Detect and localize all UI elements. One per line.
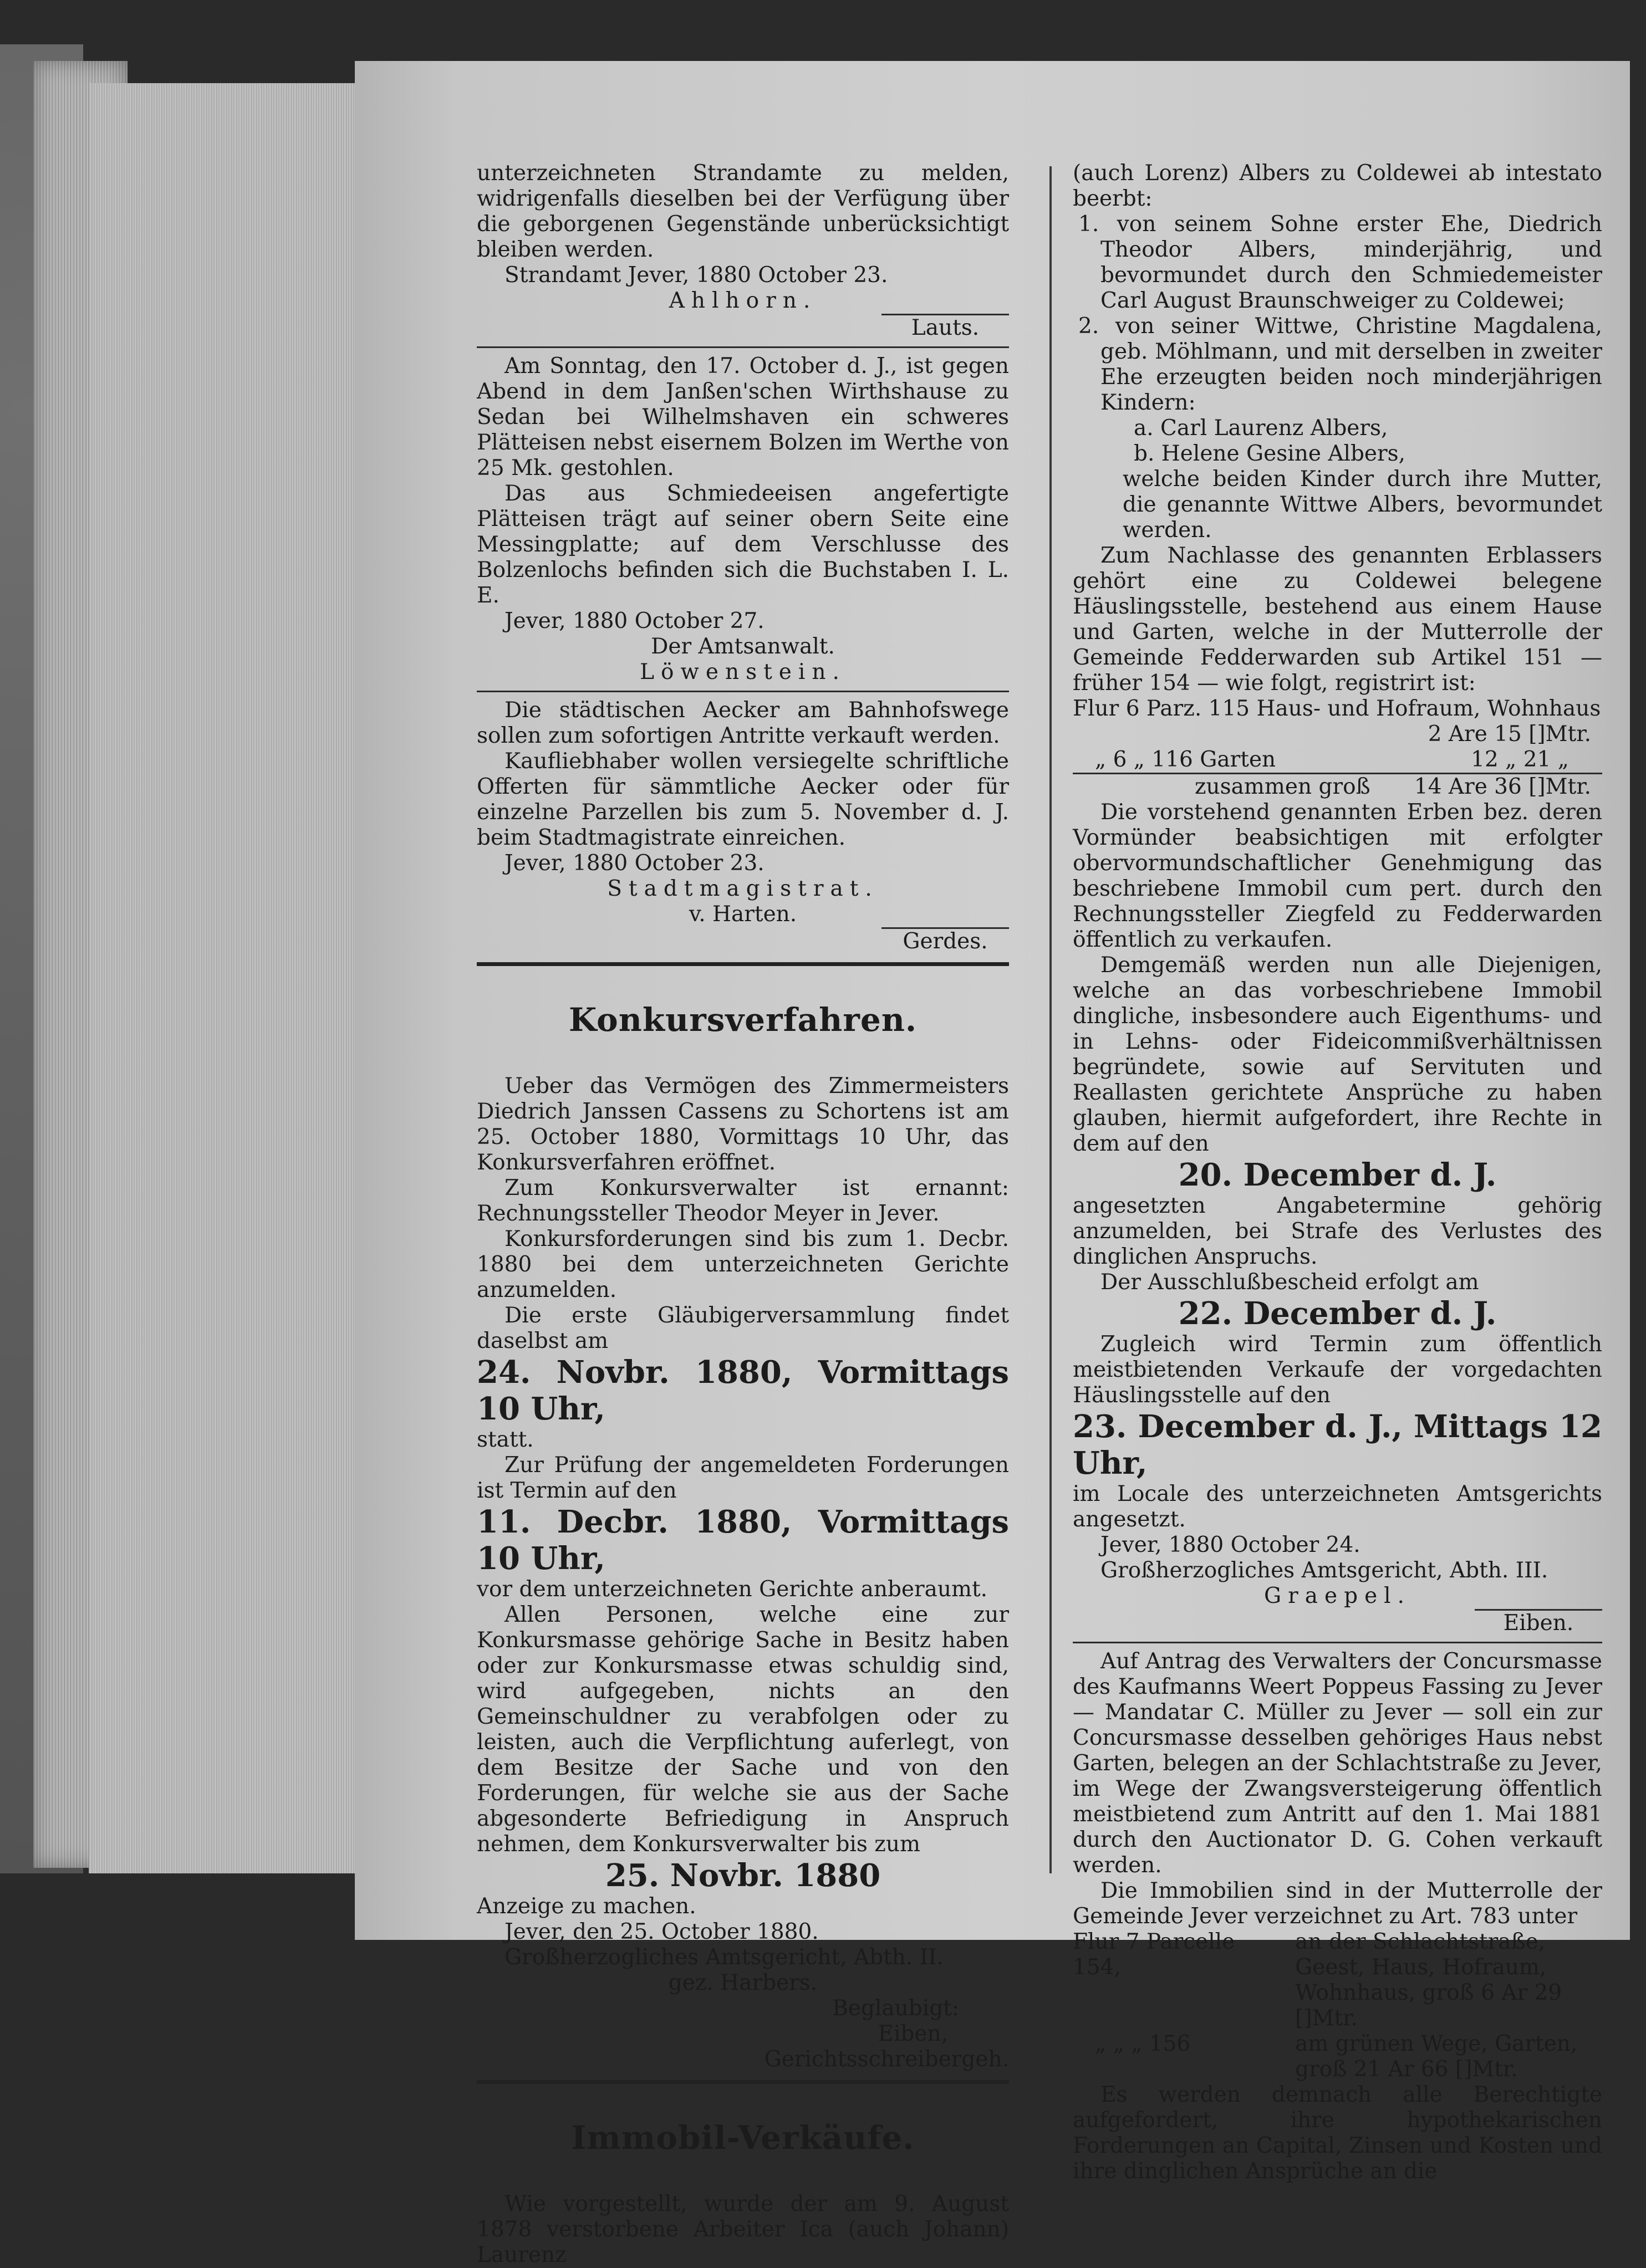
konkurs-certified: Beglaubigt: (832, 1996, 959, 2021)
notice-theft-description: Das aus Schmiedeeisen angefertigte Plätteisen trägt auf seiner obern Seite eine Messingplatte; auf dem Verschlusse des Bolzenlochs befinden sich die Buchstaben I. L. E. (477, 481, 1009, 608)
estate-auction-end: im Locale des unterzeichneten Amtsgerichts angesetzt. (1073, 1482, 1602, 1532)
notice-fields-text: Die städtischen Aecker am Bahnhofswege sollen zum sofortigen Antritte verkauft werden. (477, 698, 1009, 748)
notice-strandamt-signature: Ahlhorn. (669, 288, 817, 313)
estate-heirs-intro: (auch Lorenz) Albers zu Coldewei ab intestato beerbt: (1073, 161, 1602, 211)
separator (477, 691, 1009, 692)
notice-strandamt-countersign: Lauts. (881, 314, 1009, 341)
konkurs-deadline-date: 25. Novbr. 1880 (605, 1857, 881, 1894)
estate-description: Zum Nachlasse des genannten Erblassers gehört eine zu Coldewei belegene Häuslingsstelle, bestehend aus einem Hause und Garten, welche in der Mutterrolle der Gemeinde Fedderwarden sub Artikel 151 — früher 154 — wie folgt, registrirt ist: (1073, 543, 1602, 696)
notice-fields-office: Stadtmagistrat. (607, 876, 879, 901)
immobil-intro: Wie vorgestellt, wurde der am 9. August 1878 verstorbene Arbeiter Ica (auch Johann) Laurenz (477, 2192, 1009, 2267)
estate-child-b: b. Helene Gesine Albers, (1134, 441, 1406, 466)
concurs-parcel-154-label: Flur 7 Parcelle 154, (1073, 1929, 1235, 1980)
concurs-parcel-154 (1073, 1929, 1602, 2031)
estate-claims-date: 20. December d. J. (1178, 1157, 1497, 1193)
notice-strandamt-date: Strandamt Jever, 1880 October 23. (504, 263, 888, 288)
konkurs-meeting-end: statt. (477, 1427, 534, 1452)
estate-parcel-116-area: 12 „ 21 „ (1471, 747, 1569, 772)
konkurs-date: Jever, den 25. October 1880. (504, 1919, 819, 1944)
estate-guardianship: welche beiden Kinder durch ihre Mutter, die genannte Wittwe Albers, bevormundet werden. (1123, 467, 1602, 543)
konkurs-certified-title: Gerichtsschreibergeh. (764, 2047, 1009, 2072)
left-column (477, 161, 1009, 2268)
concurs-claims-call: Es werden demnach alle Berechtigte aufgefordert, ihre hypothekarischen Forderungen an Capital, Zinsen und Kosten und ihre dinglichen Ansprüche an die (1073, 2082, 1602, 2184)
separator (1073, 1642, 1602, 1643)
separator (477, 346, 1009, 348)
konkurs-signature: gez. Harbers. (668, 1970, 818, 1995)
column-divider (1049, 166, 1052, 1873)
konkurs-deadline-end: Anzeige zu machen. (477, 1894, 696, 1919)
concurs-register: Die Immobilien sind in der Mutterrolle der Gemeinde Jever verzeichnet zu Art. 783 unter (1073, 1878, 1602, 1929)
konkurs-examination: Zur Prüfung der angemeldeten Forderungen ist Termin auf den (477, 1453, 1009, 1503)
page-stack-edge (89, 83, 366, 1873)
concurs-parcel-156 (1073, 2031, 1602, 2082)
konkurs-court: Großherzogliches Amtsgericht, Abth. II. (504, 1945, 944, 1970)
estate-parcel-115-area: 2 Are 15 []Mtr. (1428, 722, 1591, 747)
notice-fields-offers: Kaufliebhaber wollen versiegelte schriftliche Offerten für sämmtliche Aecker oder für einzelne Parzellen bis zum 5. November d. J. beim Stadtmagistrate einreichen. (477, 749, 1009, 850)
estate-signature: Graepel. (1263, 1583, 1411, 1608)
notice-theft-text: Am Sonntag, den 17. October d. J., ist gegen Abend in dem Janßen'schen Wirthshause zu Sedan bei Wilhelmshaven ein schweres Plätteisen nebst eisernem Bolzen im Werthe von 25 Mk. gestohlen. (477, 354, 1009, 481)
estate-claims-end: angesetzten Angabetermine gehörig anzumelden, bei Strafe des Verlustes des dinglichen Anspruchs. (1073, 1193, 1602, 1269)
konkurs-meeting: Die erste Gläubigerversammlung findet daselbst am (477, 1303, 1009, 1353)
section-separator (477, 962, 1009, 966)
notice-theft-office: Der Amtsanwalt. (651, 634, 835, 659)
estate-heir-1: 1. von seinem Sohne erster Ehe, Diedrich Theodor Albers, minderjährig, und bevormundet durch den Schmiedemeister Carl August Braunschweiger zu Coldewei; (1078, 212, 1602, 313)
konkurs-certified-name: Eiben, (878, 2021, 948, 2046)
estate-total-area: 14 Are 36 []Mtr. (1414, 774, 1591, 799)
estate-claims-call: Demgemäß werden nun alle Diejenigen, welche an das vorbeschriebene Immobil dingliche, insbesondere auch Eigenthums- und in Lehns- oder Fideicommißverhältnissen begründete, sowie auf Servituten und Reallasten gerichtete Ansprüche zu haben glauben, hiermit aufgefordert, ihre Rechte in dem auf den (1073, 953, 1602, 1156)
notice-fields-countersign: Gerdes. (881, 927, 1009, 954)
notice-fields-date: Jever, 1880 October 23. (504, 851, 765, 876)
konkurs-examination-end: vor dem unterzeichneten Gerichte anberaumt. (477, 1577, 988, 1602)
concurs-house-sale: Auf Antrag des Verwalters der Concursmasse des Kaufmanns Weert Poppeus Fassing zu Jever — Mandatar C. Müller zu Jever — soll ein zur Concursmasse desselben gehöriges Haus nebst Garten, belegen an der Schlachtstraße zu Jever, im Wege der Zwangsversteigerung öffentlich meistbietend zum Antritt auf den 1. Mai 1881 durch den Auctionator D. G. Cohen verkauft werden. (1073, 1649, 1602, 1878)
estate-sale-intent: Die vorstehend genannten Erben bez. deren Vormünder beabsichtigen mit erfolgter obervormundschaftlicher Genehmigung das beschriebene Immobil cum pert. durch den Rechnungssteller Ziegfeld zu Fedderwarden öffentlich zu verkaufen. (1073, 800, 1602, 952)
estate-exclusion: Der Ausschlußbescheid erfolgt am (1100, 1270, 1479, 1295)
section-separator (477, 2080, 1009, 2084)
konkurs-examination-date: 11. Decbr. 1880, Vormittags 10 Uhr, (477, 1504, 1009, 1577)
konkurs-persons: Allen Personen, welche eine zur Konkursmasse gehörige Sache in Besitz haben oder zur Konkursmasse etwas schuldig sind, wird aufgegeben, nichts an den Gemeinschuldner zu verabfolgen oder zu leisten, auch die Verpflichtung auferlegt, von dem Besitze der Sache und von den Forderungen, für welche sie aus der Sache abgesonderte Befriedigung in Anspruch nehmen, dem Konkursverwalter bis zum (477, 1602, 1009, 1857)
section-heading-konkurs: Konkursverfahren. (568, 1001, 918, 1039)
estate-countersign: Eiben. (1475, 1609, 1602, 1636)
newspaper-page (355, 61, 1630, 2267)
estate-heir-2: 2. von seiner Wittwe, Christine Magdalena, geb. Möhlmann, und mit derselben in zweiter Ehe erzeugten beiden noch minderjährigen Kindern: (1078, 314, 1602, 415)
estate-child-a: a. Carl Laurenz Albers, (1134, 416, 1388, 441)
estate-total-label: zusammen groß (1195, 774, 1370, 799)
estate-auction: Zugleich wird Termin zum öffentlich meistbietenden Verkaufe der vorgedachten Häuslingsstelle auf den (1073, 1332, 1602, 1408)
concurs-parcel-156-label: „ „ „ 156 (1095, 2031, 1191, 2056)
estate-parcel-116: „ 6 „ 116 Garten (1095, 747, 1276, 772)
estate-date: Jever, 1880 October 24. (1100, 1533, 1360, 1557)
konkurs-administrator: Zum Konkursverwalter ist ernannt: Rechnungssteller Theodor Meyer in Jever. (477, 1176, 1009, 1226)
estate-total-row (1073, 774, 1602, 800)
section-heading-immobil: Immobil-Verkäufe. (571, 2119, 915, 2157)
notice-theft-date: Jever, 1880 October 27. (504, 609, 765, 634)
notice-theft-signature: Löwenstein. (640, 660, 846, 685)
notice-fields-signature: v. Harten. (689, 902, 797, 927)
estate-court: Großherzogliches Amtsgericht, Abth. III. (1100, 1558, 1548, 1583)
estate-parcel-116-row (1073, 747, 1602, 774)
konkurs-meeting-date: 24. Novbr. 1880, Vormittags 10 Uhr, (477, 1354, 1009, 1427)
estate-exclusion-date: 22. December d. J. (1178, 1295, 1497, 1332)
estate-auction-date: 23. December d. J., Mittags 12 Uhr, (1073, 1408, 1602, 1482)
concurs-parcel-156-desc: am grünen Wege, Garten, groß 21 Ar 66 []Mtr. (1295, 2031, 1578, 2082)
konkurs-opening: Ueber das Vermögen des Zimmermeisters Diedrich Janssen Cassens zu Schortens ist am 25. October 1880, Vormittags 10 Uhr, das Konkursverfahren eröffnet. (477, 1074, 1009, 1175)
estate-parcel-115: Flur 6 Parz. 115 Haus- und Hofraum, Wohnhaus (1073, 696, 1601, 721)
concurs-parcel-154-desc: an der Schlachtstraße, Geest, Haus, Hofraum, Wohnhaus, groß 6 Ar 29 []Mtr. (1295, 1929, 1562, 2031)
right-column (1073, 161, 1602, 2184)
notice-strandamt-text: unterzeichneten Strandamte zu melden, widrigenfalls dieselben bei der Verfügung über die geborgenen Gegenstände unberücksichtigt bleiben werden. (477, 161, 1009, 262)
konkurs-claims: Konkursforderungen sind bis zum 1. Decbr. 1880 bei dem unterzeichneten Gerichte anzumelden. (477, 1227, 1009, 1302)
